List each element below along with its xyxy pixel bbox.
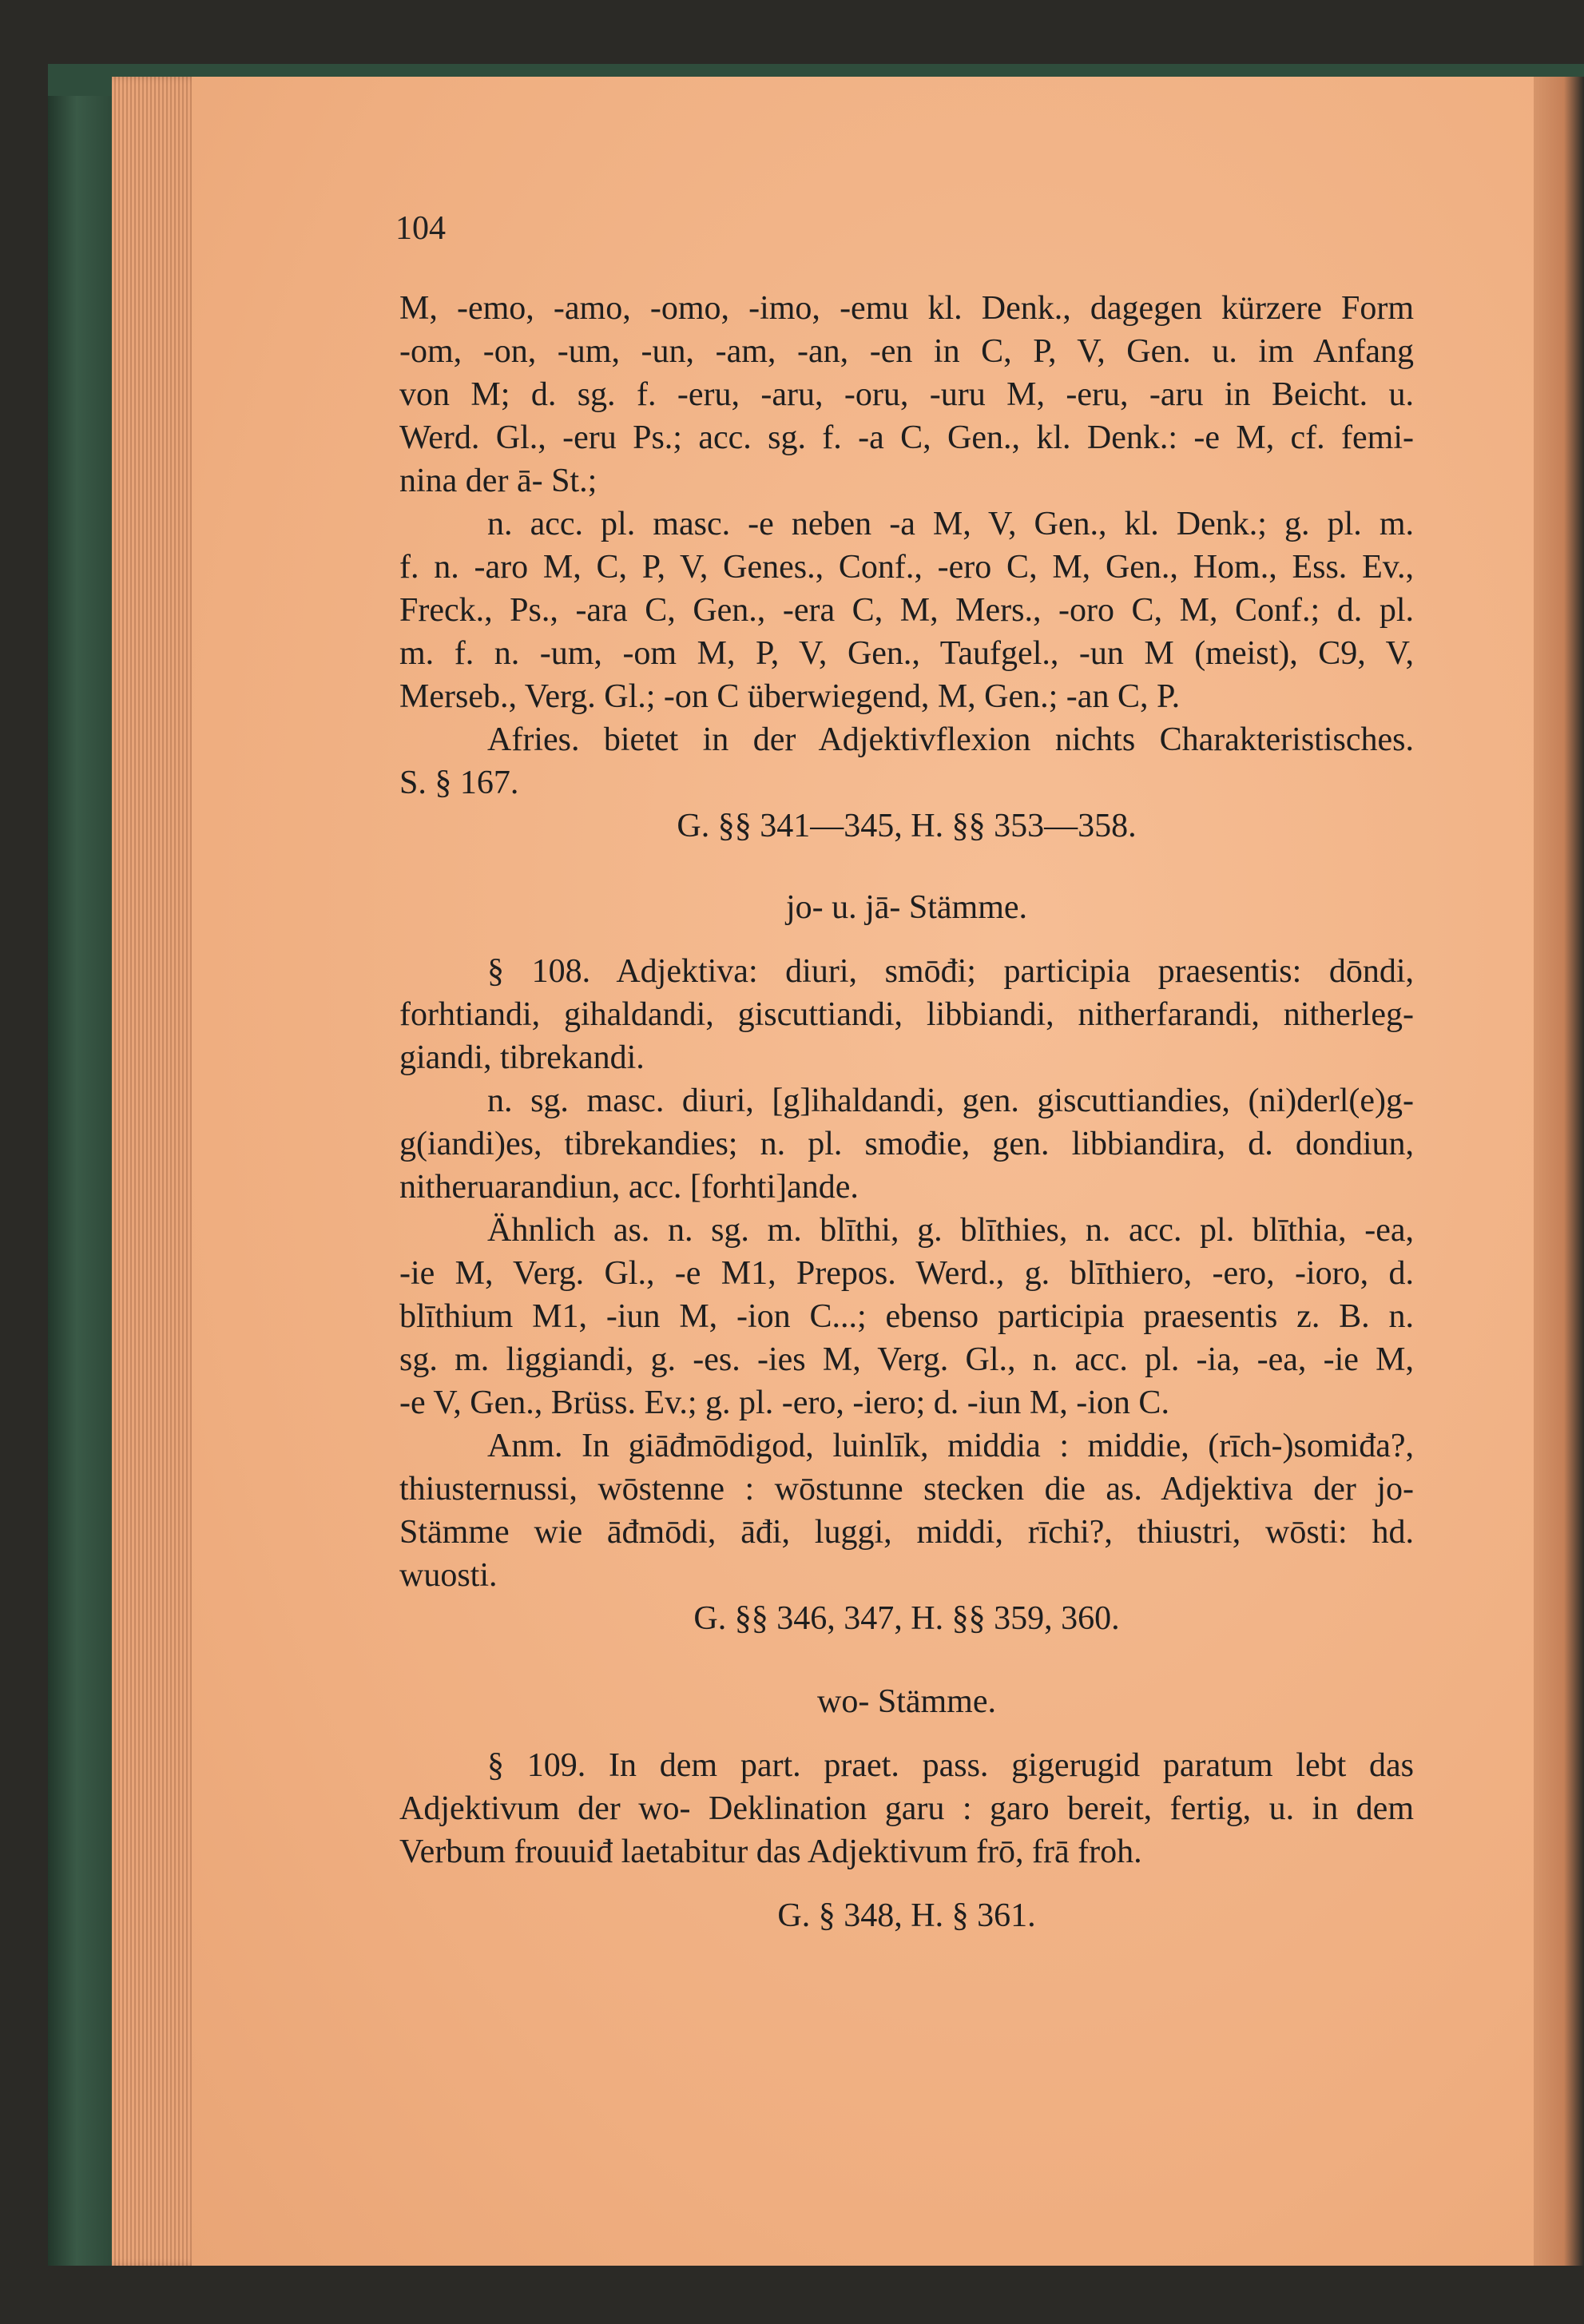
page-number: 104 bbox=[395, 210, 446, 247]
text-line: Afries. bietet in der Adjektivflexion nichts Charakteristisches. bbox=[487, 721, 1414, 758]
text-line: wuosti. bbox=[399, 1557, 498, 1594]
text-line: blīthium M1, -iun M, -ion C...; ebenso participia praesentis z. B. n. bbox=[399, 1298, 1414, 1335]
text-line: Werd. Gl., -eru Ps.; acc. sg. f. -a C, Gen., kl. Denk.: -e M, cf. femi- bbox=[399, 419, 1414, 456]
text-line: Stämme wie āđmōdi, āđi, luggi, middi, rīchi?, thiustri, wōsti: hd. bbox=[399, 1514, 1414, 1551]
text-line: -om, -on, -um, -un, -am, -an, -en in C, P, V, Gen. u. im Anfang bbox=[399, 333, 1414, 370]
text-line: wo- Stämme. bbox=[817, 1683, 996, 1720]
text-line: Freck., Ps., -ara C, Gen., -era C, M, Mers., -oro C, M, Conf.; d. pl. bbox=[399, 592, 1414, 629]
text-line: -e V, Gen., Brüss. Ev.; g. pl. -ero, -iero; d. -iun M, -ion C. bbox=[399, 1384, 1169, 1421]
text-line: nitheruarandiun, acc. [forhti]ande. bbox=[399, 1169, 859, 1206]
book-cover-spine bbox=[48, 64, 120, 2269]
text-line: Verbum frouuiđ laetabitur das Adjektivum frō, frā froh. bbox=[399, 1833, 1142, 1870]
text-line: Merseb., Verg. Gl.; -on C überwiegend, M, Gen.; -an C, P. bbox=[399, 678, 1181, 715]
text-line: Anm. In giāđmōdigod, luinlīk, middia : middie, (rīch-)somiđa?, bbox=[487, 1428, 1414, 1464]
next-page-edge bbox=[1534, 77, 1584, 2266]
text-line: Adjektivum der wo- Deklination garu : garo bereit, fertig, u. in dem bbox=[399, 1790, 1414, 1827]
text-line: S. § 167. bbox=[399, 765, 519, 801]
text-line: G. §§ 346, 347, H. §§ 359, 360. bbox=[693, 1600, 1120, 1637]
text-line: forhtiandi, gihaldandi, giscuttiandi, libbiandi, nitherfarandi, nitherleg- bbox=[399, 996, 1414, 1033]
text-line: n. acc. pl. masc. -e neben -a M, V, Gen., kl. Denk.; g. pl. m. bbox=[487, 506, 1414, 542]
text-line: thiusternussi, wōstenne : wōstunne stecken die as. Adjektiva der jo- bbox=[399, 1471, 1414, 1508]
text-line: nina der ā- St.; bbox=[399, 463, 597, 499]
text-line: G. §§ 341—345, H. §§ 353—358. bbox=[677, 808, 1137, 844]
text-line: n. sg. masc. diuri, [g]ihaldandi, gen. giscuttiandies, (ni)derl(e)g- bbox=[487, 1083, 1414, 1119]
text-line: G. § 348, H. § 361. bbox=[777, 1897, 1036, 1934]
text-line: von M; d. sg. f. -eru, -aru, -oru, -uru M, -eru, -aru in Beicht. u. bbox=[399, 376, 1414, 413]
text-line: § 109. In dem part. praet. pass. gigerugid paratum lebt das bbox=[487, 1747, 1414, 1784]
text-line: f. n. -aro M, C, P, V, Genes., Conf., -ero C, M, Gen., Hom., Ess. Ev., bbox=[399, 549, 1414, 586]
text-line: giandi, tibrekandi. bbox=[399, 1039, 645, 1076]
text-line: m. f. n. -um, -om M, P, V, Gen., Taufgel., -un M (meist), C9, V, bbox=[399, 635, 1414, 672]
text-line: -ie M, Verg. Gl., -e M1, Prepos. Werd., g. blīthiero, -ero, -ioro, d. bbox=[399, 1255, 1414, 1292]
text-line: g(iandi)es, tibrekandies; n. pl. smođie, gen. libbiandira, d. dondiun, bbox=[399, 1126, 1414, 1162]
text-line: sg. m. liggiandi, g. -es. -ies M, Verg. Gl., n. acc. pl. -ia, -ea, -ie M, bbox=[399, 1341, 1414, 1378]
text-line: M, -emo, -amo, -omo, -imo, -emu kl. Denk., dagegen kürzere Form bbox=[399, 290, 1414, 327]
text-line: jo- u. jā- Stämme. bbox=[785, 889, 1028, 926]
bottom-shadow bbox=[48, 2266, 1584, 2324]
text-line: § 108. Adjektiva: diuri, smōđi; participia praesentis: dōndi, bbox=[487, 953, 1414, 990]
text-line: Ähnlich as. n. sg. m. blīthi, g. blīthies, n. acc. pl. blīthia, -ea, bbox=[487, 1212, 1414, 1249]
